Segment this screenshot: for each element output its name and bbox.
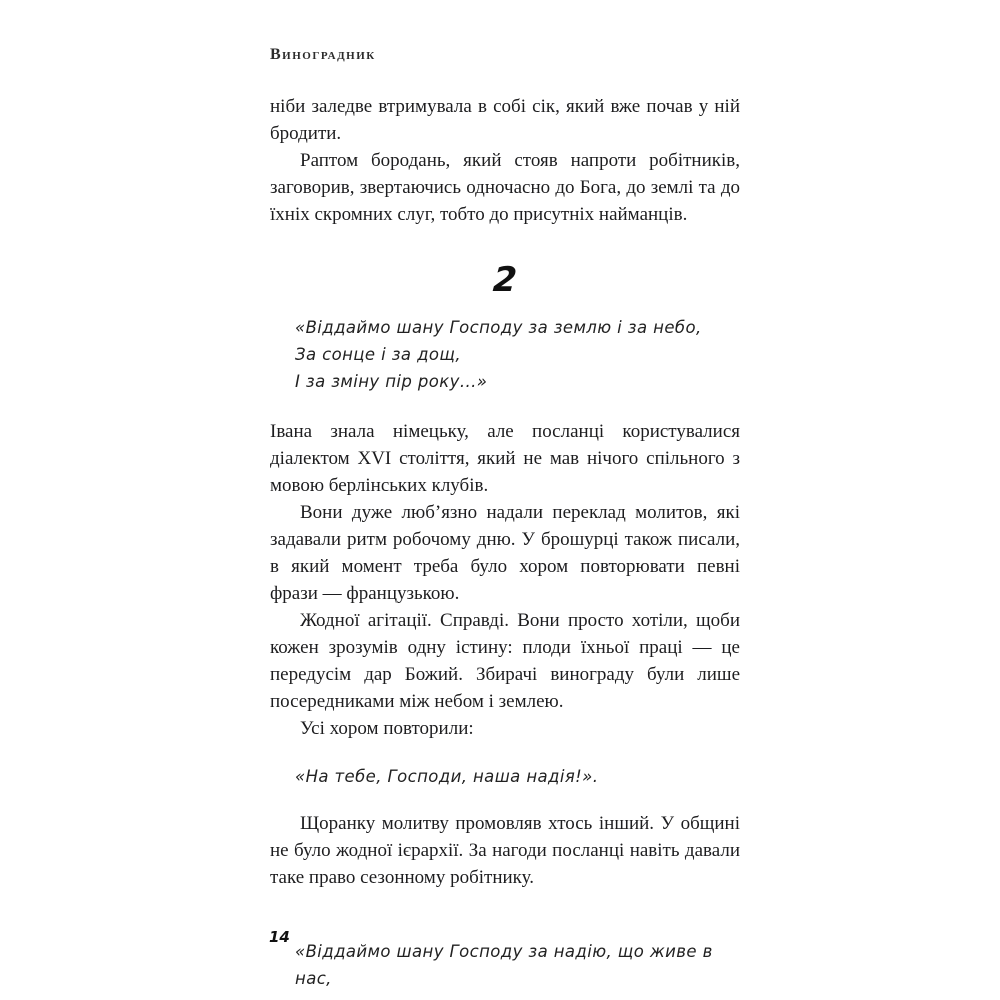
verse-line: «Віддаймо шану Господу за землю і за небо,	[295, 318, 702, 337]
text-block	[270, 46, 740, 992]
verse-line: За сонце і за дощ,	[295, 345, 461, 364]
paragraph-usi-khorom: Усі хором повторили:	[300, 718, 474, 739]
verse-na-tebe: «На тебе, Господи, наша надія!».	[295, 767, 599, 786]
chapter-number: 2	[491, 260, 519, 300]
paragraph-ivana: Івана знала німецьку, але посланці користувалися діалектом XVI століття, який не мав нічого спільного з мовою берлінських клубів.	[270, 421, 740, 496]
verse-viddaimo-nadiiu: «Віддаймо шану Господу за надію, що живе в нас,	[295, 942, 713, 988]
paragraph-raptom: Раптом бородань, який стояв напроти робітників, заговорив, звертаючись одночасно до Бога, до землі та до їхніх скромних слуг, тобто до присутніх найманців.	[270, 150, 740, 225]
paragraph-continuation: ніби заледве втримувала в собі сік, який вже почав у ній бродити.	[270, 96, 740, 144]
paragraph-zhodnoi: Жодної агітації. Справді. Вони просто хотіли, щоби кожен зрозумів одну істину: плоди їхньої праці — це передусім дар Божий. Збирачі винограду були лише посередниками між небом і землею.	[270, 610, 740, 712]
verse-block-opening	[270, 314, 740, 395]
verse-line: І за зміну пір року...»	[295, 372, 488, 391]
running-header: Виноградник	[270, 46, 376, 63]
paragraph-vony: Вони дуже люб’язно надали переклад молитов, які задавали ритм робочому дню. У брошурці також писали, в який момент треба було хором повторювати певні фрази — французькою.	[270, 502, 740, 604]
paragraph-shchoranku: Щоранку молитву промовляв хтось інший. У общині не було жодної ієрархії. За нагоди посланці навіть давали таке право сезонному робітнику.	[270, 813, 740, 888]
page-number: 14	[269, 928, 290, 946]
